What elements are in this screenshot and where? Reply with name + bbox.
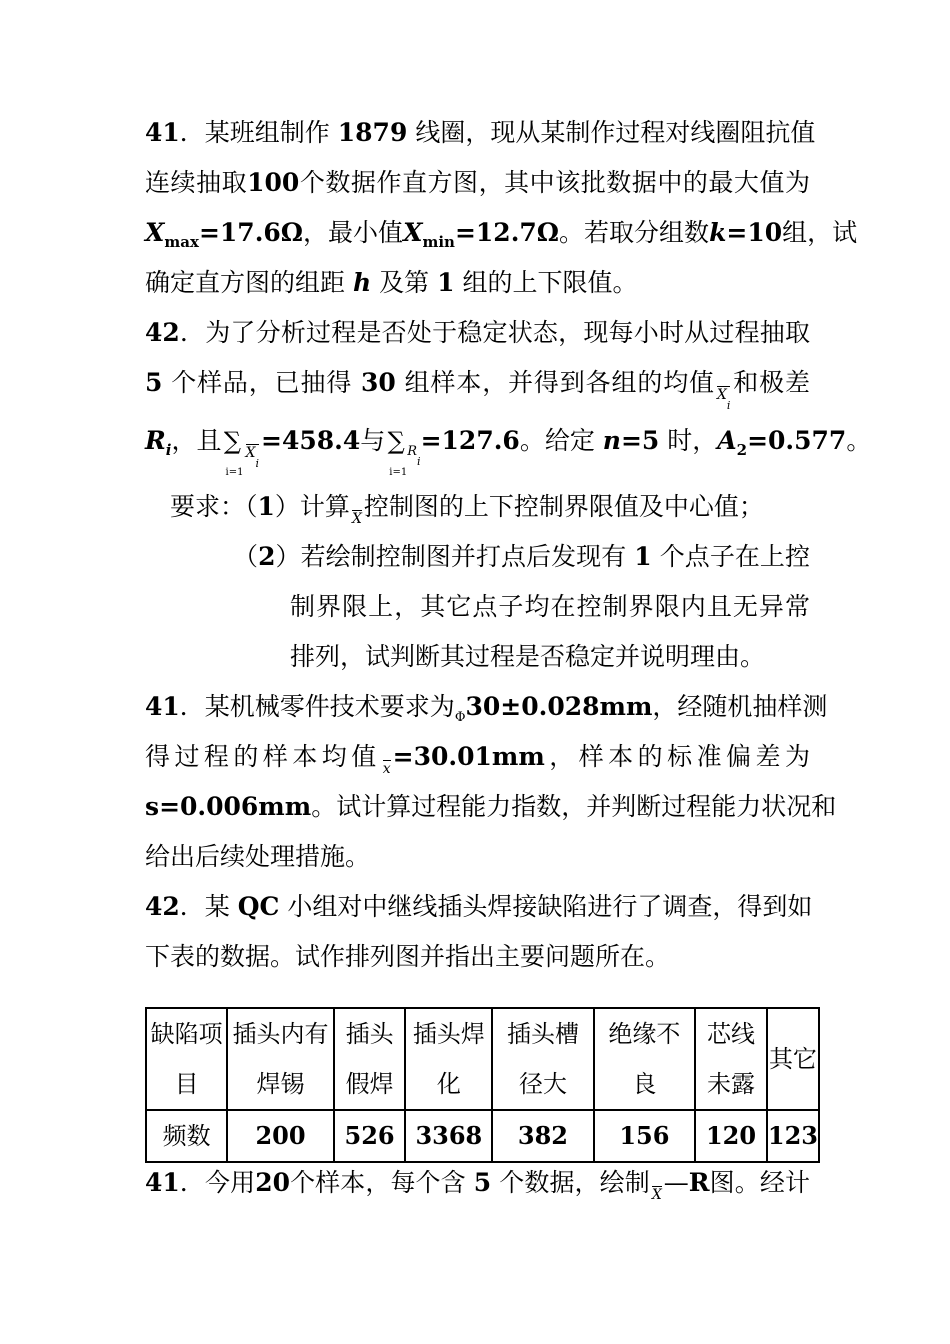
q42b-line-1: 42．某 QC 小组对中继线插头焊接缺陷进行了调查，得到如 bbox=[145, 892, 813, 921]
table-cell: 3368 bbox=[405, 1110, 492, 1162]
q41a-line-4: 确定直方图的组距 h 及第 1 组的上下限值。 bbox=[145, 268, 638, 297]
q41b-line-2: 得过程的样本均值 x=30.01mm，样本的标准偏差为 bbox=[145, 742, 810, 777]
row-label: 频数 bbox=[146, 1110, 227, 1162]
q41c-line-1: 41．今用20个样本，每个含 5 个数据，绘制 X—R图。经计 bbox=[145, 1168, 810, 1203]
xbar-symbol: $X_i$ bbox=[716, 387, 731, 412]
table-cell: 526 bbox=[334, 1110, 406, 1162]
header-cell: 其它 bbox=[767, 1008, 819, 1110]
q41b-line-1: 41．某机械零件技术要求为$_\Phi$30±0.028mm，经随机抽样测 bbox=[145, 692, 828, 725]
header-cell: 插头槽 径大 bbox=[492, 1008, 593, 1110]
q42a-req-1: 要求：（1）计算 X控制图的上下控制界限值及中心值； bbox=[170, 492, 764, 527]
q41a-line-2: 连续抽取100个数据作直方图，其中该批数据中的最大值为 bbox=[145, 168, 810, 197]
q42b-line-2: 下表的数据。试作排列图并指出主要问题所在。 bbox=[145, 942, 671, 971]
table-cell: 200 bbox=[227, 1110, 333, 1162]
table-cell: 382 bbox=[492, 1110, 593, 1162]
table-row bbox=[146, 1110, 819, 1162]
q42a-req-2-line-3: 排列，试判断其过程是否稳定并说明理由。 bbox=[290, 642, 766, 671]
sum-symbol: ∑ i=1 bbox=[223, 427, 244, 478]
q42a-req-2-line-2: 制界限上，其它点子均在控制界限内且无异常 bbox=[290, 592, 810, 621]
header-cell: 插头焊 化 bbox=[405, 1008, 492, 1110]
defect-table bbox=[145, 1007, 820, 1163]
header-cell: 绝缘不 良 bbox=[594, 1008, 695, 1110]
header-cell: 芯线 未露 bbox=[695, 1008, 767, 1110]
q41b-line-4: 给出后续处理措施。 bbox=[145, 842, 371, 871]
q41b-line-3: s=0.006mm。试计算过程能力指数，并判断过程能力状况和 bbox=[145, 792, 837, 821]
sum-symbol-2: ∑ i=1 bbox=[387, 427, 408, 478]
header-cell: 插头内有 焊锡 bbox=[227, 1008, 333, 1110]
q42a-line-1: 42．为了分析过程是否处于稳定状态，现每小时从过程抽取 bbox=[145, 318, 810, 347]
table-cell: 123 bbox=[767, 1110, 819, 1162]
table-header-row bbox=[146, 1008, 819, 1110]
q41a-line-1: 41．某班组制作 1879 线圈，现从某制作过程对线圈阻抗值 bbox=[145, 118, 816, 147]
q41a-line-3: $X_{max}=17.6\Omega$，最小值$X_{min}=12.7\Omega$。若取分组数k=10组，试 bbox=[145, 218, 858, 251]
q42a-req-2-line-1: （2）若绘制控制图并打点后发现有 1 个点子在上控 bbox=[233, 542, 810, 571]
table-cell: 120 bbox=[695, 1110, 767, 1162]
q42a-line-2: 5 个样品，已抽得 30 组样本，并得到各组的均值 $X_i$和极差 bbox=[145, 368, 810, 412]
table-cell: 156 bbox=[594, 1110, 695, 1162]
header-cell: 插头 假焊 bbox=[334, 1008, 406, 1110]
q42a-line-3: $R_i$，且 ∑ i=1 $X_i=458.4$与 ∑ i=1 $_{R_i}$=127.6。给定 n=5 时，$A_2=0.577$。 bbox=[145, 426, 872, 478]
header-cell: 缺陷项 目 bbox=[146, 1008, 227, 1110]
